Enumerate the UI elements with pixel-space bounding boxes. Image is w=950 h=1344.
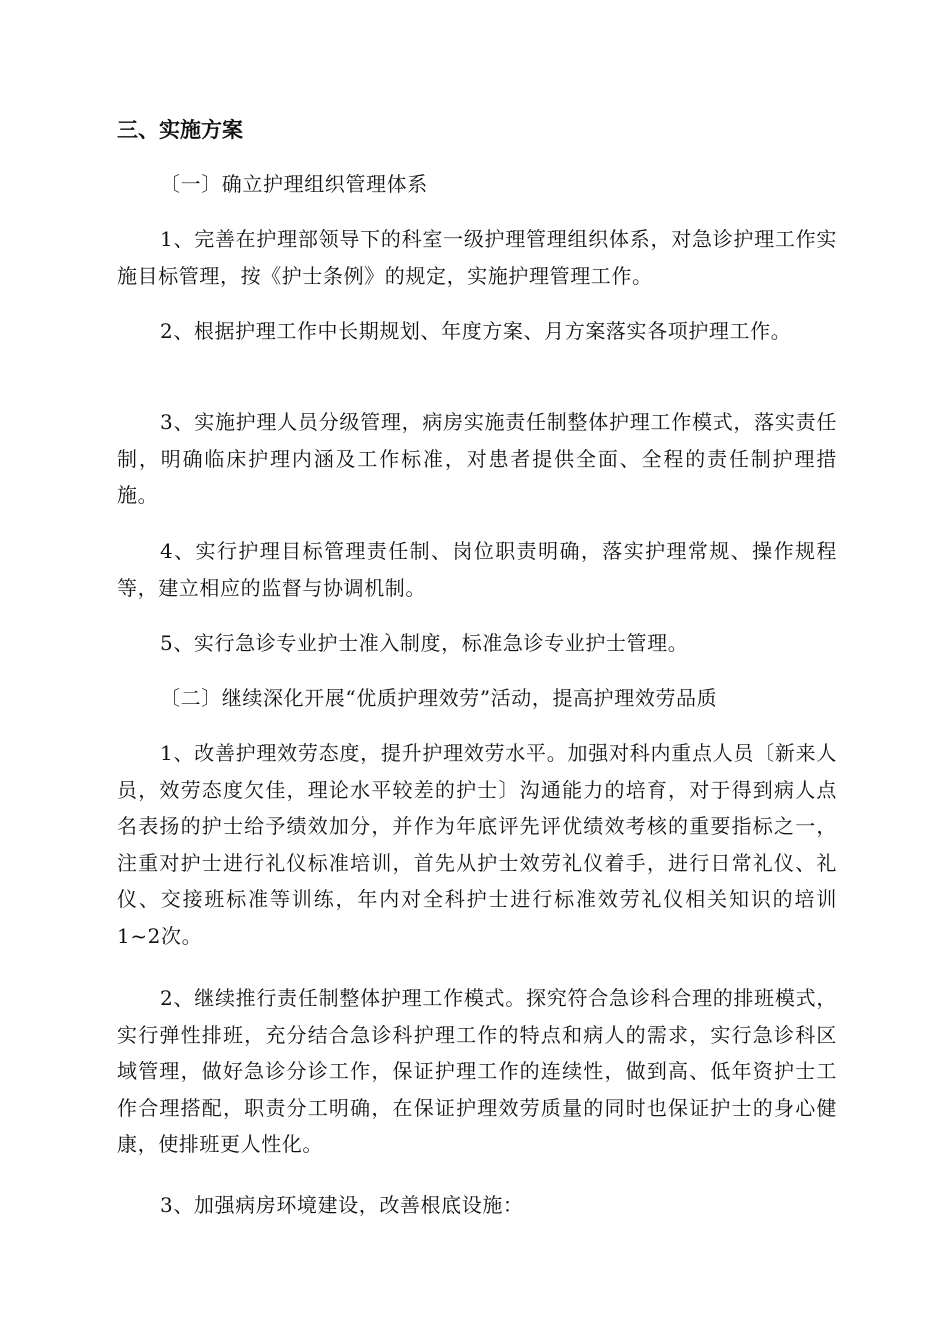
paragraph-2-1: 1、改善护理效劳态度，提升护理效劳水平。加强对科内重点人员〔新来人员，效劳态度欠佳，理论水平较差的护士〕沟通能力的培育，对于得到病人点名表扬的护士给予绩效加分，并作为年底评先评优绩效考核的重要指标之一，注重对护士进行礼仪标准培训，首先从护士效劳礼仪着手，进行日常礼仪、礼仪、交接班标准等训练，年内对全科护士进行标准效劳礼仪相关知识的培训1~2次。: [117, 741, 837, 948]
subsection-heading-2: 〔二〕继续深化开展“优质护理效劳”活动，提高护理效劳品质: [160, 686, 718, 710]
paragraph-1-5: 5、实行急诊专业护士准入制度，标准急诊专业护士管理。: [160, 631, 689, 655]
paragraph-2-2: 2、继续推行责任制整体护理工作模式。探究符合急诊科合理的排班模式，实行弹性排班，充分结合急诊科护理工作的特点和病人的需求，实行急诊科区域管理，做好急诊分诊工作，保证护理工作的连续性，做到高、低年资护士工作合理搭配，职责分工明确，在保证护理效劳质量的同时也保证护士的身心健康，使排班更人性化。: [117, 986, 837, 1156]
paragraph-1-2: 2、根据护理工作中长期规划、年度方案、月方案落实各项护理工作。: [160, 319, 792, 343]
section-heading: 三、实施方案: [117, 118, 243, 142]
paragraph-2-3: 3、加强病房环境建设，改善根底设施：: [160, 1193, 524, 1217]
paragraph-1-4: 4、实行护理目标管理责任制、岗位职责明确，落实护理常规、操作规程等，建立相应的监督与协调机制。: [117, 539, 837, 600]
paragraph-1-3: 3、实施护理人员分级管理，病房实施责任制整体护理工作模式，落实责任制，明确临床护理内涵及工作标准，对患者提供全面、全程的责任制护理措施。: [117, 410, 837, 507]
paragraph-1-1: 1、完善在护理部领导下的科室一级护理管理组织体系，对急诊护理工作实施目标管理，按《护士条例》的规定，实施护理管理工作。: [117, 227, 837, 288]
subsection-heading-1: 〔一〕确立护理组织管理体系: [160, 172, 428, 196]
